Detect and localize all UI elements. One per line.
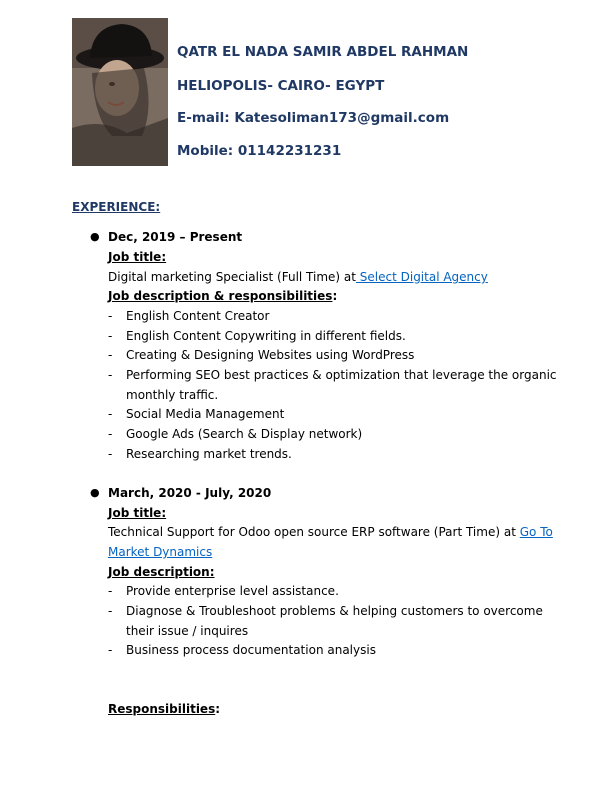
job1-item: Social Media Management [126,407,285,421]
job1-desc-label-line [108,288,337,304]
dash-marker: - [108,584,113,598]
dash-marker: - [108,427,113,441]
job2-company-link-continued[interactable]: Market Dynamics [108,545,213,559]
dash-marker: - [108,407,113,421]
job2-item: Business process documentation analysis [126,643,376,657]
job1-title-text: Digital marketing Specialist (Full Time) at [108,270,356,284]
header-mobile: Mobile: 01142231231 [177,143,342,159]
dash-marker: - [108,368,113,382]
job1-item: Performing SEO best practices & optimization that leverage the organic [126,368,557,382]
job1-item: Researching market trends. [126,447,292,461]
header-email: E-mail: Katesoliman173@gmail.com [177,110,450,126]
job2-item: Provide enterprise level assistance. [126,584,339,598]
profile-photo [72,18,168,166]
job1-item: Google Ads (Search & Display network) [126,427,363,441]
job1-company-link[interactable]: Select Digital Agency [355,270,488,284]
dash-marker: - [108,604,113,618]
bullet-icon: ● [90,230,100,243]
job2-item-continuation: their issue / inquires [126,624,249,638]
header-location: HELIOPOLIS- CAIRO- EGYPT [177,78,385,94]
job2-item: Diagnose & Troubleshoot problems & helping customers to overcome [126,604,543,618]
dash-marker: - [108,309,113,323]
section-title-experience: EXPERIENCE: [72,200,161,214]
job1-item: English Content Copywriting in different fields. [126,329,406,343]
job2-title-line [108,524,553,540]
profile-photo-image [72,18,168,166]
job2-desc-label: Job description: [108,565,215,579]
responsibilities-heading [108,701,220,717]
job2-title-label: Job title: [108,506,167,520]
job2-company-link[interactable]: Go To [519,525,553,539]
header-name: QATR EL NADA SAMIR ABDEL RAHMAN [177,44,469,60]
job1-item: Creating & Designing Websites using WordPress [126,348,415,362]
job1-desc-colon: : [332,289,338,303]
dash-marker: - [108,348,113,362]
bullet-icon: ● [90,486,100,499]
job1-date: Dec, 2019 – Present [108,230,243,244]
dash-marker: - [108,329,113,343]
job2-date: March, 2020 - July, 2020 [108,486,272,500]
responsibilities-colon: : [215,702,221,716]
job1-desc-label: Job description & responsibilities [108,289,333,303]
responsibilities-label: Responsibilities [108,702,216,716]
job1-item: English Content Creator [126,309,270,323]
job2-title-text: Technical Support for Odoo open source ERP software (Part Time) at [108,525,516,539]
job1-item-continuation: monthly traffic. [126,388,219,402]
job1-title-label: Job title: [108,250,167,264]
dash-marker: - [108,643,113,657]
job1-title-line [108,269,488,285]
dash-marker: - [108,447,113,461]
